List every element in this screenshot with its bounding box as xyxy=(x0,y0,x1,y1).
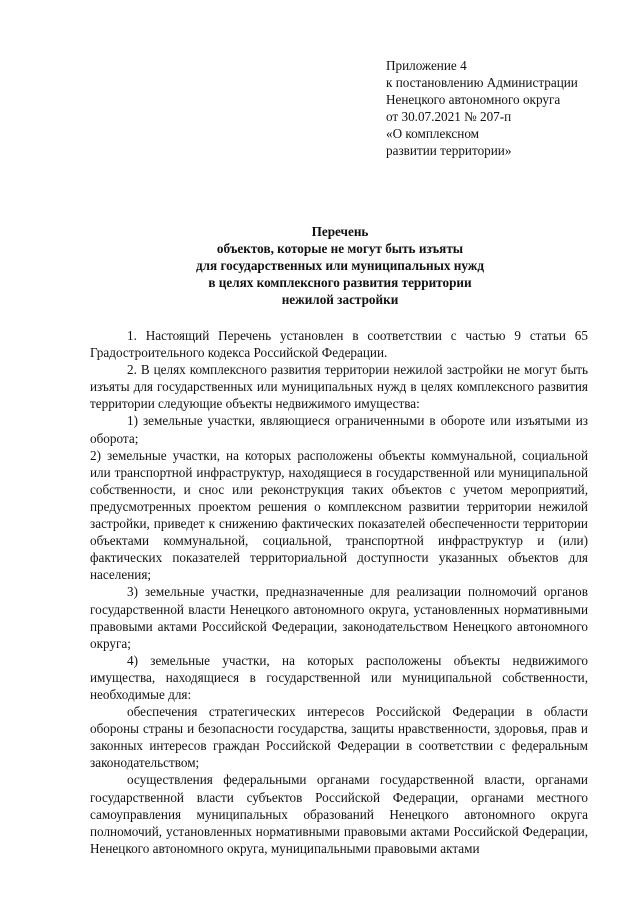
paragraph-subitem-authorities: осуществления федеральными органами государственной власти, органами государственной власти субъектов Российской Федерации, органами местного самоуправления муниципальных образований Ненецкого автономного округа полномочий, установленных нормативными правовыми актами Российской Федерации, Ненецкого автономного округа, муниципальными правовыми актами xyxy=(90,772,588,856)
title-line: в целях комплексного развития территории xyxy=(208,275,472,291)
document-title xyxy=(140,223,540,308)
title-line: объектов, которые не могут быть изъяты xyxy=(216,241,464,257)
appendix-line: к постановлению Администрации xyxy=(386,75,578,91)
paragraph-subitem-defense: обеспечения стратегических интересов Российской Федерации в области обороны страны и безопасности государства, защиты нравственности, здоровья, прав и законных интересов граждан Российской Федерации в соответствии с федеральным законодательством; xyxy=(90,704,588,771)
appendix-line: «О комплексном xyxy=(386,126,480,142)
paragraph-item-3: 3) земельные участки, предназначенные для реализации полномочий органов государственной власти Ненецкого автономного округа, установленных нормативными правовыми актами Российской Федерации, законодательством Ненецкого автономного округа; xyxy=(90,584,588,651)
appendix-line: от 30.07.2021 № 207-п xyxy=(386,109,512,125)
title-line: нежилой застройки xyxy=(281,292,399,308)
paragraph-item-2: 2) земельные участки, на которых расположены объекты коммунальной, социальной или транспортной инфраструктур, находящиеся в государственной или муниципальной собственности, и снос или реконструкция таких объектов с учетом мероприятий, предусмотренных проектом решения о комплексном развитии территории нежилой застройки, приведет к снижению фактических показателей обеспеченности территории объектами коммунальной, социальной, транспортной инфраструктур и (или) фактических показателей территориальной доступности указанных объектов для населения; xyxy=(90,447,588,583)
paragraph-item-1: 1) земельные участки, являющиеся ограниченными в обороте или изъятыми из оборота; xyxy=(90,413,588,446)
title-line: для государственных или муниципальных нужд xyxy=(195,258,485,274)
appendix-line: Приложение 4 xyxy=(386,58,467,73)
appendix-line: Ненецкого автономного округа xyxy=(386,92,561,108)
document-body xyxy=(90,327,588,857)
paragraph-item-4: 4) земельные участки, на которых расположены объекты недвижимого имущества, находящиеся в государственной или муниципальной собственности, необходимые для: xyxy=(90,652,588,702)
paragraph-clause-1: 1. Настоящий Перечень установлен в соответствии с частью 9 статьи 65 Градостроительного кодекса Российской Федерации. xyxy=(90,328,588,361)
paragraph-clause-2: 2. В целях комплексного развития территории нежилой застройки не могут быть изъяты для государственных или муниципальных нужд в целях комплексного развития территории следующие объекты недвижимого имущества: xyxy=(90,362,588,412)
title-line: Перечень xyxy=(311,224,369,239)
appendix-line: развитии территории» xyxy=(386,143,512,159)
appendix-header xyxy=(386,57,616,160)
